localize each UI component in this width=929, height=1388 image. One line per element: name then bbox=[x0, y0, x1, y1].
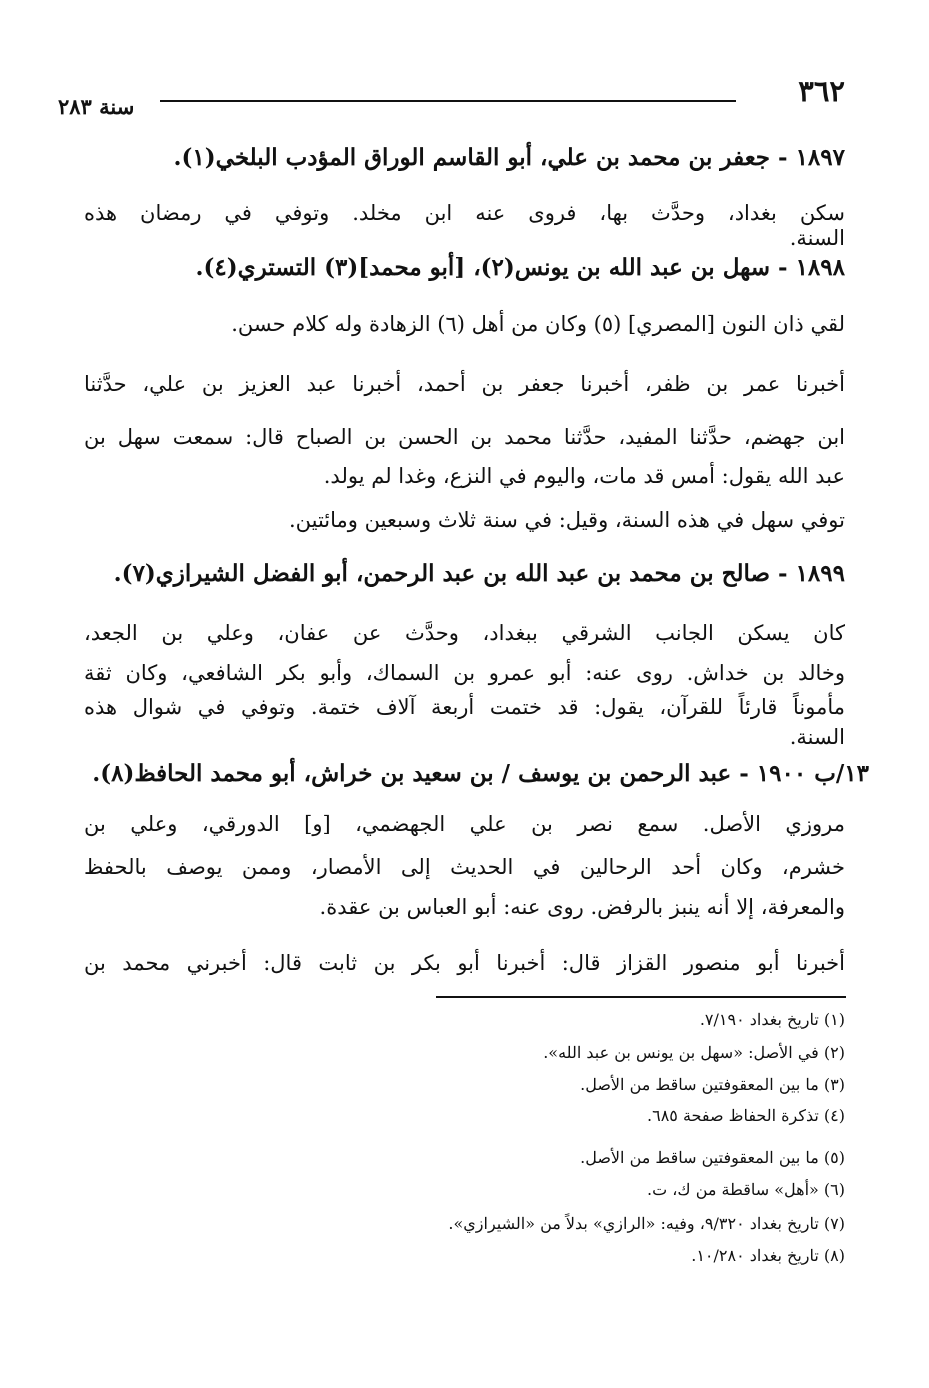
body-line: لقي ذان النون [المصري] (٥) وكان من أهل (٦) الزهادة وله كلام حسن. bbox=[231, 312, 845, 336]
body-line: والمعرفة، إلا أنه ينبز بالرفض. روى عنه: أبو العباس بن عقدة. bbox=[319, 895, 845, 919]
body-line: مأموناً قارئاً للقرآن، يقول: قد ختمت أربعة آلاف ختمة. وتوفي في شوال هذه bbox=[84, 695, 845, 719]
entry-1899-heading: ١٨٩٩ - صالح بن محمد بن عبد الله بن عبد الرحمن، أبو الفضل الشيرازي(٧). bbox=[113, 560, 845, 587]
footnote: (٤) تذكرة الحفاظ صفحة ٦٨٥. bbox=[647, 1106, 845, 1125]
footnote: (٨) تاريخ بغداد ١٠/٢٨٠. bbox=[691, 1246, 845, 1265]
footnote: (٢) في الأصل: «سهل بن يونس بن عبد الله». bbox=[543, 1043, 845, 1062]
footnote: (٥) ما بين المعقوفتين ساقط من الأصل. bbox=[580, 1148, 845, 1167]
header-rule bbox=[160, 100, 736, 102]
body-line: ابن جهضم، حدَّثنا المفيد، حدَّثنا محمد بن الحسن بن الصباح قال: سمعت سهل بن bbox=[84, 425, 845, 449]
body-line: توفي سهل في هذه السنة، وقيل: في سنة ثلاث وسبعين ومائتين. bbox=[288, 508, 845, 532]
body-line: كان يسكن الجانب الشرقي ببغداد، وحدَّث عن عفان، وعلي بن الجعد، bbox=[84, 621, 845, 645]
entry-1900-heading: ١٣/ب ١٩٠٠ - عبد الرحمن بن يوسف / بن سعيد بن خراش، أبو محمد الحافظ(٨). bbox=[92, 760, 869, 787]
footnote: (٣) ما بين المعقوفتين ساقط من الأصل. bbox=[580, 1075, 845, 1094]
footnote: (٦) «أهل» ساقطة من ك، ت. bbox=[647, 1180, 845, 1199]
body-line: السنة. bbox=[789, 226, 845, 250]
body-line: وخالد بن خداش. روى عنه: أبو عمرو بن السماك، وأبو بكر الشافعي، وكان ثقة bbox=[84, 661, 845, 685]
footnote: (١) تاريخ بغداد ٧/١٩٠. bbox=[699, 1010, 845, 1029]
body-line: السنة. bbox=[789, 725, 845, 749]
body-line: خشرم، وكان أحد الرحالين في الحديث إلى الأمصار، وممن يوصف بالحفظ bbox=[84, 855, 845, 879]
body-line: مروزي الأصل. سمع نصر بن علي الجهضمي، [و] الدورقي، وعلي بن bbox=[84, 812, 845, 836]
entry-1897-heading: ١٨٩٧ - جعفر بن محمد بن علي، أبو القاسم الوراق المؤدب البلخي(١). bbox=[173, 144, 845, 171]
footnote: (٧) تاريخ بغداد ٩/٣٢٠، وفيه: «الرازي» بدلاً من «الشيرازي». bbox=[448, 1214, 845, 1233]
entry-1898-heading: ١٨٩٨ - سهل بن عبد الله بن يونس(٢)، [أبو محمد](٣) التستري(٤). bbox=[195, 254, 845, 281]
page-number: ٣٦٢ bbox=[798, 74, 845, 108]
body-line: أخبرنا أبو منصور القزاز قال: أخبرنا أبو بكر بن ثابت قال: أخبرني محمد بن bbox=[84, 951, 845, 975]
body-line: أخبرنا عمر بن ظفر، أخبرنا جعفر بن أحمد، أخبرنا عبد العزيز بن علي، حدَّثنا bbox=[84, 372, 845, 396]
footnote-rule bbox=[436, 996, 846, 998]
body-line: سكن بغداد، وحدَّث بها، فروى عنه ابن مخلد. وتوفي في رمضان هذه bbox=[84, 201, 845, 225]
body-line: عبد الله يقول: أمس قد مات، واليوم في النزع، وغدا لم يولد. bbox=[323, 464, 845, 488]
running-header-year: سنة ٢٨٣ bbox=[58, 94, 135, 119]
